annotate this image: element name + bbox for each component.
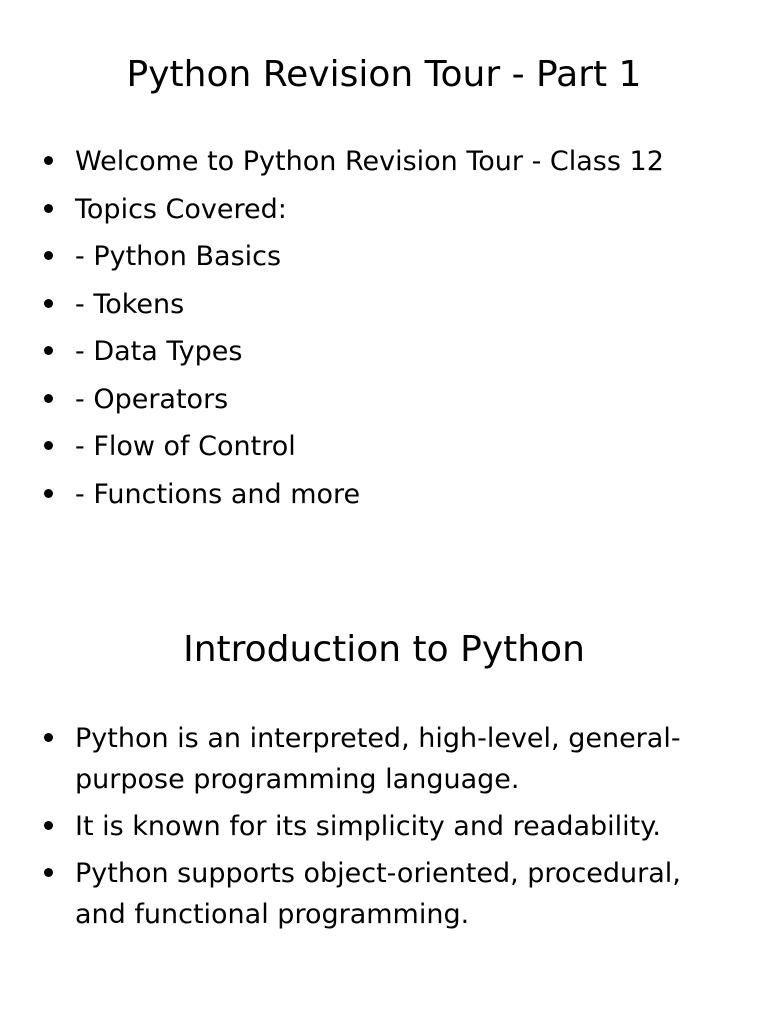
bullet-item: [44, 141, 728, 182]
bullet-list: [44, 718, 728, 941]
bullet-item: [44, 189, 728, 230]
bullet-list: [44, 141, 728, 521]
bullet-text: - Flow of Control: [75, 431, 296, 462]
bullet-text: It is known for its simplicity and readability.: [75, 811, 661, 842]
bullet-item: [44, 718, 728, 800]
bullet-text: - Operators: [75, 383, 229, 415]
bullet-text: - Data Types: [75, 336, 243, 367]
slide-title: Introduction to Python: [183, 629, 585, 670]
slide-2: [0, 580, 768, 1024]
bullet-point-icon: [44, 156, 53, 165]
bullet-item: [44, 474, 728, 515]
bullet-text: Welcome to Python Revision Tour - Class 12: [75, 146, 664, 177]
bullet-point-icon: [44, 489, 53, 498]
slide-title: Python Revision Tour - Part 1: [126, 54, 642, 95]
bullet-text: Python is an interpreted, high-level, general-purpose programming language.: [75, 723, 681, 795]
bullet-item: [44, 379, 728, 420]
bullet-text: - Tokens: [75, 288, 185, 320]
bullet-text: Topics Covered:: [75, 193, 287, 225]
bullet-point-icon: [44, 299, 53, 308]
bullet-point-icon: [44, 441, 53, 450]
bullet-point-icon: [44, 733, 53, 742]
bullet-item: [44, 853, 728, 935]
bullet-text: Python supports object-oriented, procedural, and functional programming.: [75, 858, 681, 930]
bullet-text: - Python Basics: [75, 241, 282, 272]
bullet-item: [44, 331, 728, 372]
bullet-item: [44, 806, 728, 847]
bullet-item: [44, 236, 728, 277]
bullet-point-icon: [44, 821, 53, 830]
bullet-point-icon: [44, 204, 53, 213]
bullet-item: [44, 426, 728, 467]
bullet-point-icon: [44, 346, 53, 355]
bullet-text: - Functions and more: [75, 478, 361, 510]
bullet-item: [44, 284, 728, 325]
bullet-point-icon: [44, 868, 53, 877]
bullet-point-icon: [44, 394, 53, 403]
bullet-point-icon: [44, 251, 53, 260]
